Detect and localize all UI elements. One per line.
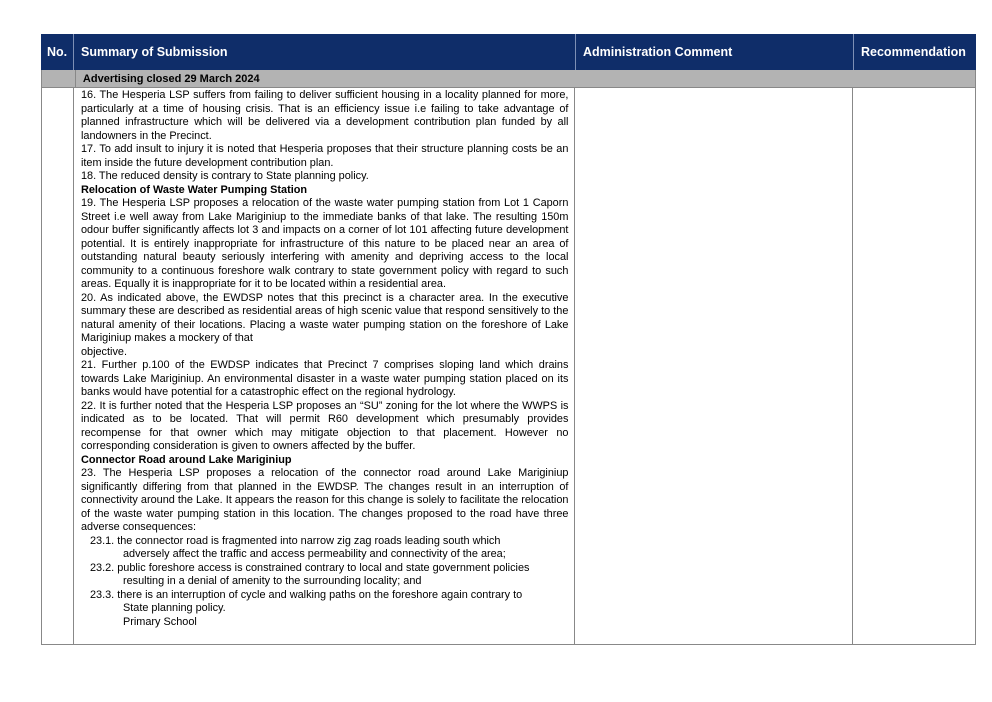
subitem-23-1-line2: adversely affect the traffic and access permeability and connectivity of the area; bbox=[122, 548, 506, 560]
paragraph-20-end: objective. bbox=[80, 345, 127, 358]
paragraph-22: 22. It is further noted that the Hesperia LSP proposes an “SU” zoning for the lot where the WWPS is indicated as to be located. That will permit R60 development which presumably provides recompense for that owner which may mitigate objection to that placement. However no corresponding consideration is given to owners affected by the buffer. bbox=[80, 399, 569, 452]
advertising-closed-label: Advertising closed 29 March 2024 bbox=[75, 70, 853, 87]
paragraph-20: 20. As indicated above, the EWDSP notes that this precinct is a character area. In the executive summary these are described as residential areas of high scenic value that respond sensitively to the natural amenity of their locations. Placing a waste water pumping station on the foreshore of Lake Mariginiup makes a mockery of that bbox=[80, 291, 569, 344]
subitem-23-3-line2: State planning policy. bbox=[122, 602, 226, 614]
primary-school-label: Primary School bbox=[122, 615, 197, 628]
advertising-band-row bbox=[41, 70, 976, 88]
paragraph-23: 23. The Hesperia LSP proposes a relocation of the connector road around Lake Mariginiup significantly differing from that planned in the EWDSP. The changes result in an interruption of connectivity around the Lake. It appears the reason for this change is solely to facilitate the relocation of the waste water pumping station in this location. The changes proposed to the road have three adverse consequences: bbox=[80, 467, 569, 533]
table-row bbox=[41, 88, 976, 645]
row-no-cell bbox=[42, 88, 74, 644]
header-recommendation: Recommendation bbox=[861, 45, 966, 59]
paragraph-16: 16. The Hesperia LSP suffers from failing to deliver sufficient housing in a locality planned for more, particularly at a time of housing crisis. That is an efficiency issue i.e failing to take advantage of planned infrastructure which will be delivered via a development contribution plan funded by all landowners in the Precinct. bbox=[80, 89, 569, 142]
subitem-23-1-line1: 23.1. the connector road is fragmented into narrow zig zag roads leading south which bbox=[89, 534, 501, 547]
subitem-23-3 bbox=[81, 589, 568, 616]
band-no-cell bbox=[42, 70, 75, 87]
header-summary: Summary of Submission bbox=[74, 34, 576, 70]
subitem-23-3-line1: 23.3. there is an interruption of cycle and walking paths on the foreshore again contrary to bbox=[89, 588, 523, 601]
header-admin-comment: Administration Comment bbox=[576, 34, 854, 70]
heading-waste-water: Relocation of Waste Water Pumping Station bbox=[80, 183, 308, 196]
heading-connector-road: Connector Road around Lake Mariginiup bbox=[80, 453, 292, 466]
submissions-table bbox=[41, 34, 976, 645]
paragraph-21: 21. Further p.100 of the EWDSP indicates that Precinct 7 comprises sloping land which drains towards Lake Mariginiup. An environmental disaster in a waste water pumping station placed on its banks would have potential for a catastrophic effect on the regional hydrology. bbox=[80, 359, 569, 398]
table-header-row bbox=[41, 34, 976, 70]
subitem-23-2-line2: resulting in a denial of amenity to the surrounding locality; and bbox=[122, 575, 422, 587]
subitem-23-1 bbox=[81, 535, 568, 562]
paragraph-19: 19. The Hesperia LSP proposes a relocation of the waste water pumping station from Lot 1 Caporn Street i.e well away from Lake Mariginiup to the immediate banks of that lake. The resulting 150m odour buffer significantly affects lot 3 and impacts on a corner of lot 101 affecting future development potential. It is entirely inappropriate for infrastructure of this nature to be placed near an area of outstanding natural beauty seriously interfering with amenity and depriving access to the local community to a continuous foreshore walk contrary to state government policy with regard to such areas. Equally it is inappropriate for it to be located within a residential area. bbox=[80, 197, 569, 290]
row-recommendation-cell bbox=[853, 88, 975, 644]
subitem-23-2 bbox=[81, 562, 568, 589]
band-rec-cell bbox=[853, 70, 975, 87]
subitem-23-2-line1: 23.2. public foreshore access is constrained contrary to local and state government policies bbox=[89, 561, 530, 574]
row-admin-comment-cell bbox=[575, 88, 853, 644]
paragraph-18: 18. The reduced density is contrary to State planning policy. bbox=[80, 170, 369, 182]
paragraph-17: 17. To add insult to injury it is noted that Hesperia proposes that their structure planning costs be an item inside the future development contribution plan. bbox=[80, 143, 569, 169]
row-summary-cell bbox=[74, 88, 575, 644]
header-no: No. bbox=[41, 34, 74, 70]
